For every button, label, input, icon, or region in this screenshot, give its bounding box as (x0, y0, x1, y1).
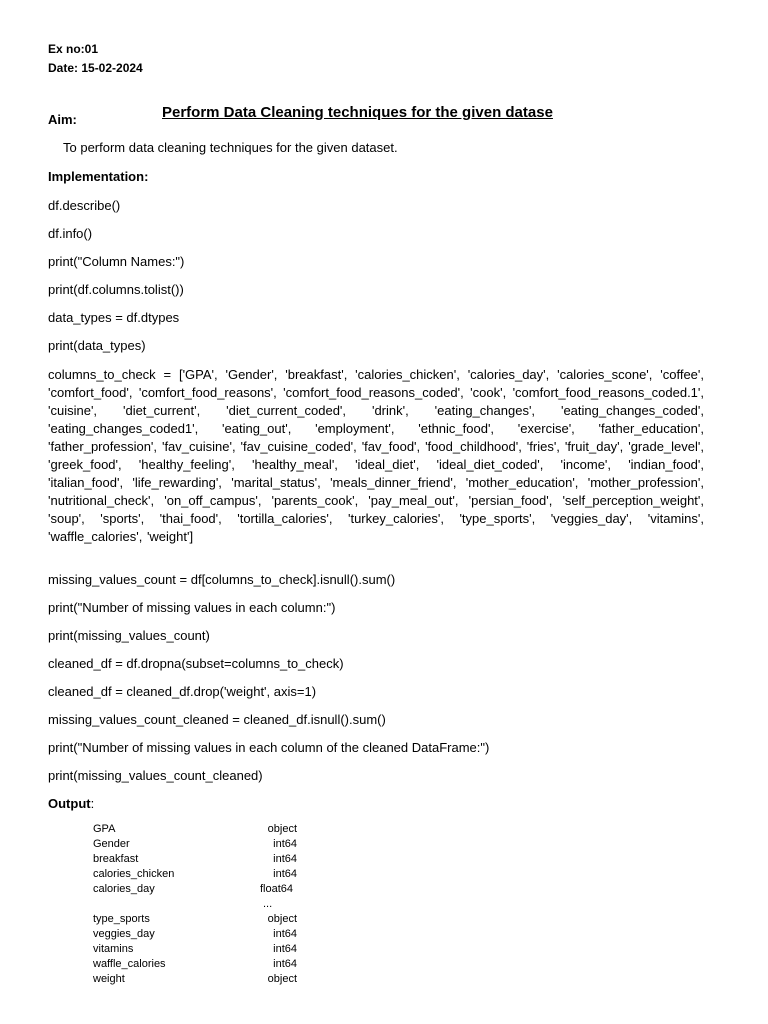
ellipsis: ... (263, 898, 273, 910)
output-heading (48, 796, 94, 811)
output-heading-text: Output (48, 796, 91, 811)
column-dtype: object (267, 823, 297, 835)
exercise-date: Date: 15-02-2024 (48, 61, 143, 75)
code-line: print(data_types) (48, 338, 146, 353)
code-line: print(df.columns.tolist()) (48, 282, 184, 297)
column-dtype: int64 (273, 943, 297, 955)
implementation-heading: Implementation: (48, 169, 149, 184)
output-row (93, 957, 303, 972)
code-line: missing_values_count = df[columns_to_check].isnull().sum() (48, 572, 396, 587)
column-dtype: int64 (273, 853, 297, 865)
code-line: cleaned_df = df.dropna(subset=columns_to_check) (48, 656, 344, 671)
output-dtypes-table (93, 822, 303, 987)
output-row (93, 867, 303, 882)
output-row (93, 942, 303, 957)
column-name: veggies_day (93, 928, 155, 940)
output-heading-colon: : (90, 796, 95, 811)
output-row (93, 927, 303, 942)
column-dtype: int64 (273, 838, 297, 850)
code-line: data_types = df.dtypes (48, 310, 180, 325)
column-dtype: int64 (273, 928, 297, 940)
output-row (93, 852, 303, 867)
column-dtype: int64 (273, 958, 297, 970)
column-dtype: float64 (259, 883, 293, 895)
column-name: calories_chicken (93, 868, 175, 880)
output-row-ellipsis (93, 897, 303, 912)
columns-to-check-code: columns_to_check = ['GPA', 'Gender', 'breakfast', 'calories_chicken', 'calories_day', 'calories_scone', 'coffee', 'comfort_food', 'comfort_food_reasons', 'comfort_food_reasons_coded', 'cook', 'comfort_food_reasons_coded.1', 'cuisine', 'diet_current', 'diet_current_coded', 'drink', 'eating_changes', 'eating_changes_coded', 'eating_changes_coded1', 'eating_out', 'employment', 'ethnic_food', 'exercise', 'father_education', 'father_profession', 'fav_cuisine', 'fav_cuisine_coded', 'fav_food', 'food_childhood', 'fries', 'fruit_day', 'grade_level', 'greek_food', 'healthy_feeling', 'healthy_meal', 'ideal_diet', 'ideal_diet_coded', 'income', 'indian_food', 'italian_food', 'life_rewarding', 'marital_status', 'meals_dinner_friend', 'mother_education', 'mother_profession', 'nutritional_check', 'on_off_campus', 'parents_cook', 'pay_meal_out', 'persian_food', 'self_perception_weight', 'soup', 'sports', 'thai_food', 'tortilla_calories', 'turkey_calories', 'type_sports', 'veggies_day', 'vitamins', 'waffle_calories', 'weight'] (48, 367, 704, 544)
code-line: print("Column Names:") (48, 254, 185, 269)
code-line: print("Number of missing values in each column:") (48, 600, 336, 615)
output-row (93, 822, 303, 837)
output-row (93, 837, 303, 852)
column-name: Gender (93, 838, 130, 850)
aim-text: To perform data cleaning techniques for the given dataset. (63, 140, 398, 155)
column-name: waffle_calories (93, 958, 166, 970)
column-name: type_sports (93, 913, 150, 925)
column-dtype: object (267, 913, 297, 925)
output-row (93, 912, 303, 927)
code-line: print("Number of missing values in each column of the cleaned DataFrame:") (48, 740, 490, 755)
column-name: calories_day (93, 883, 155, 895)
column-name: weight (93, 973, 125, 985)
column-name: GPA (93, 823, 116, 835)
code-line: df.describe() (48, 198, 121, 213)
code-line: missing_values_count_cleaned = cleaned_df.isnull().sum() (48, 712, 386, 727)
code-line: print(missing_values_count) (48, 628, 210, 643)
aim-label: Aim: (48, 112, 77, 127)
code-line: print(missing_values_count_cleaned) (48, 768, 263, 783)
column-name: breakfast (93, 853, 139, 865)
column-name: vitamins (93, 943, 134, 955)
output-row (93, 972, 303, 987)
column-dtype: int64 (273, 868, 297, 880)
document-title: Perform Data Cleaning techniques for the given datase (162, 104, 553, 121)
output-row (93, 882, 303, 897)
code-line: df.info() (48, 226, 93, 241)
exercise-number: Ex no:01 (48, 42, 99, 56)
column-dtype: object (267, 973, 297, 985)
code-line: cleaned_df = cleaned_df.drop('weight', axis=1) (48, 684, 317, 699)
